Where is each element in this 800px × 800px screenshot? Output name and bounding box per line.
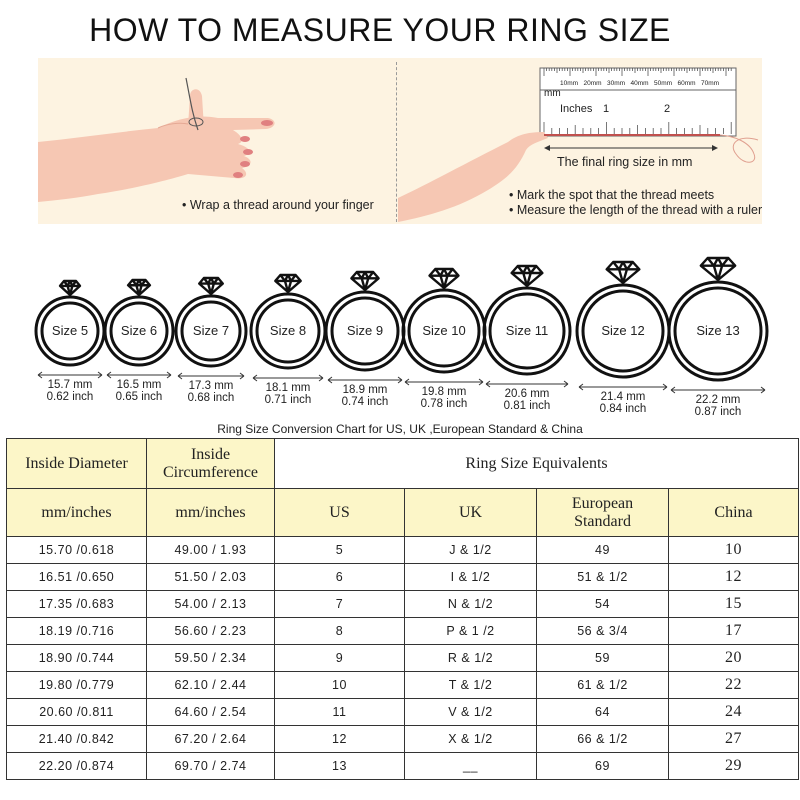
ring-diameter-mm: 18.1 mm [265, 382, 311, 394]
cell-diameter: 20.60 /0.811 [7, 699, 147, 726]
ruler-inch-2: 2 [664, 103, 671, 115]
diameter-arrow [326, 376, 404, 384]
cell-circumference: 69.70 / 2.74 [147, 753, 275, 780]
ring-diameter-inch: 0.84 inch [599, 403, 647, 415]
diamond-icon [512, 266, 543, 286]
ring-diameter-inch: 0.81 inch [503, 400, 551, 412]
diameter-arrow [176, 372, 246, 380]
cell-uk: X & 1/2 [405, 726, 537, 753]
cell-circumference: 62.10 / 2.44 [147, 672, 275, 699]
ruler-mm-label: 60mm [677, 80, 696, 87]
ruler-mm-label: 10mm [560, 80, 579, 87]
cell-us: 10 [275, 672, 405, 699]
diamond-icon [199, 278, 223, 294]
diameter-arrow [251, 374, 325, 382]
ring-size-label: Size 13 [696, 323, 740, 338]
ring-size-conversion-table [6, 438, 799, 780]
diameter-arrow [484, 380, 570, 388]
ring-size-label: Size 10 [422, 323, 466, 338]
cell-china: 17 [669, 618, 799, 645]
table-row [7, 699, 799, 726]
cell-us: 12 [275, 726, 405, 753]
cell-us: 6 [275, 564, 405, 591]
ring-graphic [324, 248, 406, 378]
cell-uk: N & 1/2 [405, 591, 537, 618]
wrap-thread-caption: • Wrap a thread around your finger [182, 198, 374, 212]
ring-graphic [667, 238, 769, 388]
ring-diameter-inch: 0.68 inch [187, 392, 235, 404]
diameter-arrow [36, 371, 104, 379]
cell-uk: R & 1/2 [405, 645, 537, 672]
cell-circumference: 67.20 / 2.64 [147, 726, 275, 753]
table-row [7, 645, 799, 672]
cell-uk: P & 1 /2 [405, 618, 537, 645]
ring-diameter-inch: 0.62 inch [46, 391, 94, 403]
diamond-icon [430, 269, 459, 288]
ring-size-row [0, 245, 800, 418]
cell-us: 11 [275, 699, 405, 726]
table-row [7, 753, 799, 780]
ring-graphic [103, 253, 175, 373]
cell-diameter: 19.80 /0.779 [7, 672, 147, 699]
conversion-chart-caption: Ring Size Conversion Chart for US, UK ,European Standard & China [217, 422, 583, 436]
ring-size-label: Size 7 [192, 323, 230, 338]
ring-graphic [34, 253, 106, 373]
cell-uk: T & 1/2 [405, 672, 537, 699]
ring-graphic [174, 252, 248, 374]
cell-uk: J & 1/2 [405, 537, 537, 564]
diamond-icon [60, 281, 80, 295]
ring-diameter-inch: 0.74 inch [341, 396, 389, 408]
diameter-arrow [577, 383, 669, 391]
table-row [7, 591, 799, 618]
header-china: China [669, 489, 799, 537]
header-mm-inches-circumference: mm/inches [147, 489, 275, 537]
diamond-icon [275, 275, 300, 292]
cell-diameter: 22.20 /0.874 [7, 753, 147, 780]
mark-spot-caption: • Mark the spot that the thread meets [509, 188, 715, 202]
cell-diameter: 17.35 /0.683 [7, 591, 147, 618]
header-mm-inches-diameter: mm/inches [7, 489, 147, 537]
diamond-icon [607, 262, 640, 283]
cell-china: 22 [669, 672, 799, 699]
ring-size-label: Size 8 [269, 323, 307, 338]
ring-size-label: Size 5 [51, 323, 89, 338]
cell-circumference: 49.00 / 1.93 [147, 537, 275, 564]
measure-thread-caption: • Measure the length of the thread with a ruler [509, 203, 763, 217]
cell-circumference: 51.50 / 2.03 [147, 564, 275, 591]
cell-us: 9 [275, 645, 405, 672]
cell-eu: 49 [537, 537, 669, 564]
cell-uk: __ [405, 753, 537, 780]
diameter-arrow [669, 386, 767, 394]
ring-graphic [575, 241, 671, 385]
cell-china: 29 [669, 753, 799, 780]
header-inside-circumference: Inside Circumference [147, 439, 275, 489]
ruler-caption: The final ring size in mm [557, 155, 693, 169]
cell-us: 13 [275, 753, 405, 780]
cell-circumference: 59.50 / 2.34 [147, 645, 275, 672]
cell-eu: 54 [537, 591, 669, 618]
ring-size-label: Size 12 [601, 323, 645, 338]
cell-us: 5 [275, 537, 405, 564]
cell-eu: 61 & 1/2 [537, 672, 669, 699]
cell-us: 7 [275, 591, 405, 618]
cell-eu: 59 [537, 645, 669, 672]
table-row [7, 564, 799, 591]
cell-diameter: 18.90 /0.744 [7, 645, 147, 672]
ring-diameter-mm: 22.2 mm [695, 394, 741, 406]
table-row [7, 726, 799, 753]
cell-china: 20 [669, 645, 799, 672]
ring-diameter-inch: 0.65 inch [115, 391, 163, 403]
header-ring-size-equivalents: Ring Size Equivalents [275, 439, 799, 489]
cell-uk: V & 1/2 [405, 699, 537, 726]
ruler-mm-label: 20mm [583, 80, 602, 87]
cell-china: 10 [669, 537, 799, 564]
ring-size-label: Size 11 [505, 323, 549, 338]
ring-diameter-inch: 0.71 inch [264, 394, 312, 406]
ruler-inch-1: 1 [603, 103, 610, 115]
illustration-divider [396, 62, 397, 222]
ring-graphic [482, 244, 572, 382]
ring-diameter-mm: 18.9 mm [342, 384, 388, 396]
cell-diameter: 15.70 /0.618 [7, 537, 147, 564]
diameter-arrow [105, 371, 173, 379]
cell-us: 8 [275, 618, 405, 645]
cell-eu: 64 [537, 699, 669, 726]
cell-china: 12 [669, 564, 799, 591]
header-european-standard: European Standard [537, 489, 669, 537]
cell-diameter: 21.40 /0.842 [7, 726, 147, 753]
ruler-unit-mm: mm [544, 88, 561, 99]
cell-circumference: 54.00 / 2.13 [147, 591, 275, 618]
cell-china: 27 [669, 726, 799, 753]
diameter-arrow [403, 378, 485, 386]
header-inside-diameter: Inside Diameter [7, 439, 147, 489]
ring-graphic [401, 246, 487, 380]
cell-eu: 66 & 1/2 [537, 726, 669, 753]
cell-china: 24 [669, 699, 799, 726]
ruler-mm-label: 50mm [654, 80, 673, 87]
diamond-icon [128, 280, 150, 295]
ring-diameter-mm: 19.8 mm [421, 386, 467, 398]
ruler-unit-inches: Inches [560, 103, 593, 115]
ring-diameter-mm: 20.6 mm [504, 388, 550, 400]
cell-uk: I & 1/2 [405, 564, 537, 591]
ring-graphic [249, 250, 327, 376]
ring-diameter-mm: 21.4 mm [600, 391, 646, 403]
table-row [7, 618, 799, 645]
cell-diameter: 18.19 /0.716 [7, 618, 147, 645]
ring-diameter-inch: 0.78 inch [420, 398, 468, 410]
diamond-icon [701, 258, 735, 280]
table-row [7, 672, 799, 699]
cell-eu: 56 & 3/4 [537, 618, 669, 645]
header-uk: UK [405, 489, 537, 537]
ruler-mm-label: 70mm [701, 80, 720, 87]
header-us: US [275, 489, 405, 537]
cell-diameter: 16.51 /0.650 [7, 564, 147, 591]
table-row [7, 537, 799, 564]
ruler-mm-label: 40mm [630, 80, 649, 87]
cell-eu: 51 & 1/2 [537, 564, 669, 591]
cell-eu: 69 [537, 753, 669, 780]
ring-size-label: Size 9 [346, 323, 384, 338]
cell-circumference: 56.60 / 2.23 [147, 618, 275, 645]
page-title: HOW TO MEASURE YOUR RING SIZE [89, 12, 671, 48]
diamond-icon [351, 272, 378, 290]
cell-circumference: 64.60 / 2.54 [147, 699, 275, 726]
ring-diameter-mm: 16.5 mm [116, 379, 162, 391]
ring-diameter-inch: 0.87 inch [694, 406, 742, 418]
cell-china: 15 [669, 591, 799, 618]
ring-diameter-mm: 17.3 mm [188, 380, 234, 392]
ruler-mm-label: 30mm [607, 80, 626, 87]
ring-diameter-mm: 15.7 mm [47, 379, 93, 391]
ring-size-label: Size 6 [120, 323, 158, 338]
